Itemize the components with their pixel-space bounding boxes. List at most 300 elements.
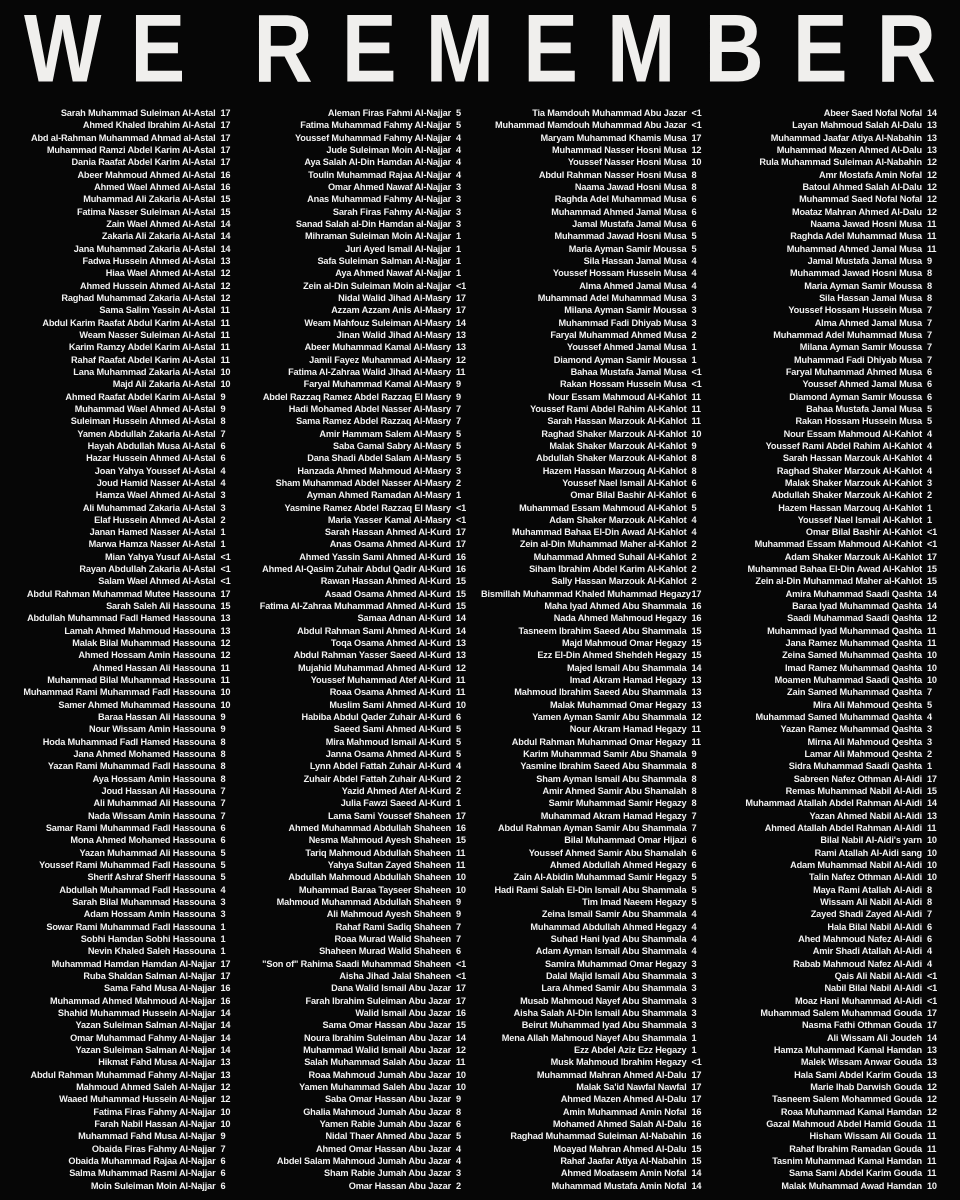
person-name: Raghda Adel Muhammad Musa [790, 231, 922, 242]
person-name: Sham Muhammad Abdel Nasser Al-Masry [275, 477, 451, 488]
person-name: Rahaf Ibrahim Ramadan Gouda [789, 1143, 922, 1154]
person-name: Batoul Ahmed Salah Al-Dalu [802, 181, 922, 192]
person-name: Moataz Mahran Ahmed Al-Dalu [791, 206, 922, 217]
person-name: Azzam Azzam Anis Al-Masry [331, 305, 451, 316]
person-age: 4 [927, 465, 932, 476]
person-name: Yazan Suleiman Salman Al-Najjar [75, 1020, 216, 1031]
person-name: Sham Rabie Jumah Abu Jazar [324, 1168, 451, 1179]
memorial-entry [10, 144, 240, 156]
person-name: Hazem Hassan Marzouq Al-Kahlot [542, 465, 687, 476]
person-name: Nour Essam Mahmoud Al-Kahlot [783, 428, 922, 439]
memorial-entry [717, 908, 947, 920]
memorial-entry [717, 206, 947, 218]
person-name: Salah Muhammad Salah Abu Jazar [304, 1057, 451, 1068]
memorial-entry [717, 699, 947, 711]
memorial-entry [481, 267, 711, 279]
memorial-entry [10, 1143, 240, 1155]
person-age: 12 [927, 1081, 937, 1092]
name-column-1 [10, 107, 240, 1192]
person-age: 4 [456, 144, 461, 155]
memorial-entry [10, 1093, 240, 1105]
person-age: 5 [456, 749, 461, 760]
memorial-entry [717, 107, 947, 119]
memorial-entry [481, 711, 711, 723]
person-name: Abdel Salam Mahmoud Jumah Abu Jazar [276, 1155, 451, 1166]
person-name: Raghad Muhammad Zakaria Al-Astal [61, 292, 216, 303]
person-name: Hamza Wael Ahmed Al-Astal [95, 490, 216, 501]
person-name: Amira Muhammad Saadi Qashta [785, 588, 922, 599]
person-name: Muhammad Atallah Abdel Rahman Al-Aidi [745, 798, 922, 809]
person-age: 8 [220, 416, 226, 427]
person-age: 10 [691, 428, 702, 439]
person-name: Yazan Muhammad Ali Hassouna [79, 847, 216, 858]
person-name: Adam Muhammad Nabil Al-Aidi [790, 860, 922, 871]
person-name: Maria Ayman Samir Moussa [804, 280, 922, 291]
person-age: 11 [927, 638, 937, 649]
memorial-entry [481, 329, 711, 341]
person-age: 13 [220, 625, 231, 636]
person-age: 1 [691, 1044, 697, 1055]
person-name: Salma Muhammad Rasmi Al-Najjar [69, 1168, 216, 1179]
memorial-entry [481, 649, 711, 661]
memorial-entry [481, 193, 711, 205]
person-age: <1 [691, 379, 702, 390]
memorial-entry [481, 378, 711, 390]
memorial-entry [717, 662, 947, 674]
person-name: Muhammad Adel Muhammad Musa [537, 292, 687, 303]
person-age: 5 [456, 1131, 461, 1142]
person-name: Nour Wissam Amin Hassouna [88, 724, 216, 735]
person-age: 8 [691, 786, 697, 797]
person-age: 13 [220, 1057, 231, 1068]
person-age: 6 [456, 946, 461, 957]
person-name: Abd al-Rahman Muhammad Ahmad al-Astal [30, 132, 216, 143]
person-age: 16 [691, 613, 702, 624]
person-age: 7 [691, 810, 697, 821]
memorial-entry [10, 1155, 240, 1167]
person-age: 3 [691, 958, 697, 969]
person-name: Rabab Mahmoud Nafez Al-Aidi [793, 958, 922, 969]
memorial-entry [717, 329, 947, 341]
person-age: 13 [927, 1057, 937, 1068]
memorial-entry [481, 526, 711, 538]
memorial-entry [10, 834, 240, 846]
person-name: Yamen Rabie Jumah Abu Jazar [319, 1118, 451, 1129]
person-name: Faryal Muhammad Kamal Al-Masry [303, 379, 451, 390]
person-age: 4 [456, 157, 461, 168]
memorial-entry [246, 514, 476, 526]
memorial-entry [481, 674, 711, 686]
memorial-entry [10, 169, 240, 181]
memorial-entry [481, 156, 711, 168]
memorial-entry [481, 1093, 711, 1105]
person-name: Zuhair Abdel Fattah Zuhair Al-Kurd [303, 773, 451, 784]
person-age: 4 [691, 909, 697, 920]
memorial-entry [246, 378, 476, 390]
memorial-entry [10, 810, 240, 822]
person-name: Youssef Rami Abdel Rahim Al-Kahlot [530, 403, 687, 414]
person-age: 3 [456, 206, 461, 217]
person-age: 9 [456, 379, 461, 390]
person-age: 11 [220, 305, 230, 316]
memorial-entry [481, 292, 711, 304]
memorial-entry [717, 1007, 947, 1019]
person-name: Abeer Saed Nofal Nofal [823, 108, 922, 118]
person-age: <1 [220, 564, 231, 575]
person-age: 14 [927, 601, 937, 612]
person-name: Mena Allah Mahmoud Nayef Abu Shammala [501, 1032, 687, 1043]
person-age: 14 [220, 1020, 231, 1031]
person-age: 15 [456, 576, 466, 587]
person-age: 13 [927, 810, 937, 821]
person-age: 11 [456, 1057, 466, 1068]
person-name: Bismillah Muhammad Khaled Muhammad Hegazy [481, 588, 691, 599]
person-name: Suhad Hani Iyad Abu Shammala [550, 933, 687, 944]
memorial-entry [717, 440, 947, 452]
person-age: 11 [927, 1155, 937, 1166]
person-age: 12 [220, 292, 231, 303]
memorial-entry [481, 773, 711, 785]
memorial-entry [10, 317, 240, 329]
person-name: Obaida Muhammad Rajaa Al-Najjar [68, 1155, 216, 1166]
person-age: 2 [456, 786, 461, 797]
person-name: Abdullah Shaker Marzouk Al-Kahlot [536, 453, 687, 464]
memorial-entry [10, 871, 240, 883]
memorial-entry [717, 341, 947, 353]
person-name: Omar Muhammad Fahmy Al-Najjar [70, 1032, 216, 1043]
person-name: Moin Suleiman Moin Al-Najjar [90, 1180, 216, 1191]
person-name: Abdullah Shaker Marzouk Al-Kahlot [771, 490, 922, 501]
person-age: 17 [456, 527, 466, 538]
person-age: 10 [220, 366, 231, 377]
person-name: Alma Ahmed Jamal Musa [814, 317, 922, 328]
person-name: Samer Ahmed Muhammad Hassouna [58, 699, 216, 710]
person-name: Ahmed Mazen Ahmed Al-Dalu [560, 1094, 687, 1105]
person-age: 4 [691, 255, 697, 266]
person-age: 4 [927, 453, 932, 464]
person-name: Dalal Majid Ismail Abu Shammala [545, 970, 687, 981]
person-name: Sham Ayman Ismail Abu Shammala [536, 773, 687, 784]
person-name: Muhammad Rami Muhammad Fadl Hassouna [23, 687, 216, 698]
person-name: Rawan Hassan Ahmed Al-Kurd [320, 576, 451, 587]
person-age: 3 [220, 897, 226, 907]
memorial-entry [717, 1106, 947, 1118]
memorial-entry [717, 847, 947, 859]
person-age: 8 [691, 181, 697, 192]
person-name: Hoda Muhammad Fadl Hamed Hassouna [42, 736, 216, 747]
person-age: 2 [691, 329, 697, 340]
person-name: Sidra Muhammad Saadi Qashta [788, 761, 922, 772]
person-name: Raghad Shaker Marzouk Al-Kahlot [541, 428, 687, 439]
person-age: 7 [927, 342, 932, 353]
memorial-entry [10, 440, 240, 452]
person-name: Muhammad Hamdan Hamdan Al-Najjar [51, 958, 216, 969]
memorial-entry [246, 1180, 476, 1192]
person-age: 4 [456, 1143, 461, 1154]
memorial-entry [717, 674, 947, 686]
person-age: 10 [220, 687, 231, 698]
person-name: Muhammad Walid Ismail Abu Jazar [303, 1044, 451, 1055]
person-age: 9 [220, 1131, 226, 1142]
memorial-entry [481, 1019, 711, 1031]
memorial-entry [10, 686, 240, 698]
memorial-entry [10, 1081, 240, 1093]
memorial-entry [10, 908, 240, 920]
memorial-entry [246, 1155, 476, 1167]
person-age: 5 [927, 403, 932, 414]
memorial-entry [10, 723, 240, 735]
memorial-entry [481, 514, 711, 526]
person-age: 10 [927, 835, 937, 846]
person-name: Muhammad Mamdouh Muhammad Abu Jazar [495, 120, 687, 131]
person-name: Samira Muhammad Omar Hegazy [545, 958, 687, 969]
person-age: 9 [456, 1094, 461, 1105]
person-name: Youssef Nael Ismail Al-Kahlot [797, 514, 922, 525]
person-age: 5 [456, 736, 461, 747]
person-age: 4 [691, 527, 697, 538]
memorial-entry [481, 995, 711, 1007]
person-name: Zeina Samed Muhammad Qashta [782, 650, 922, 661]
person-name: Mujahid Muhammad Ahmed Al-Kurd [297, 662, 451, 673]
memorial-entry [717, 502, 947, 514]
memorial-entry [481, 736, 711, 748]
person-name: Janna Osama Ahmed Al-Kurd [325, 749, 451, 760]
memorial-entry [10, 206, 240, 218]
person-name: Diamond Ayman Samir Moussa [553, 354, 687, 365]
person-name: Amir Shadi Atallah Al-Aidi [812, 946, 922, 957]
person-age: 12 [220, 280, 231, 291]
person-age: 4 [927, 440, 932, 451]
memorial-entry [10, 477, 240, 489]
memorial-entry [10, 329, 240, 341]
memorial-entry [246, 871, 476, 883]
person-name: Sobhi Hamdan Sobhi Hassouna [80, 933, 216, 944]
person-name: Muhammad Jawad Hosni Musa [554, 231, 687, 242]
person-age: 4 [456, 1155, 461, 1166]
person-age: <1 [927, 983, 938, 994]
person-name: Hisham Wissam Ali Gouda [809, 1131, 922, 1142]
person-age: 2 [456, 773, 461, 784]
person-name: Abdul Rahman Ayman Samir Abu Shammala [498, 823, 687, 834]
memorial-entry [246, 329, 476, 341]
memorial-entry [481, 822, 711, 834]
person-name: Malak Shaker Marzouk Al-Kahlot [784, 477, 922, 488]
person-name: Lara Ahmed Samir Abu Shammala [541, 983, 687, 994]
person-name: Raghad Shaker Marzouk Al-Kahlot [776, 465, 922, 476]
memorial-entry [717, 563, 947, 575]
person-age: 3 [456, 181, 461, 192]
person-name: Anas Muhammad Fahmy Al-Najjar [307, 194, 451, 205]
memorial-entry [246, 810, 476, 822]
person-age: 17 [456, 305, 466, 316]
person-age: 7 [927, 329, 932, 340]
person-age: 11 [927, 1143, 937, 1154]
person-name: Aya Salah Al-Din Hamdan Al-Najjar [304, 157, 451, 168]
person-age: 12 [927, 194, 937, 205]
person-age: 6 [220, 453, 226, 464]
person-age: <1 [456, 970, 467, 981]
person-name: Saba Omar Hassan Abu Jazar [325, 1094, 451, 1105]
person-name: Jamal Mustafa Jamal Musa [572, 218, 687, 229]
person-age: 14 [220, 218, 231, 229]
memorial-entry [481, 785, 711, 797]
memorial-entry [246, 921, 476, 933]
memorial-entry [717, 304, 947, 316]
memorial-entry [246, 206, 476, 218]
person-name: Nada Wissam Amin Hassouna [87, 810, 216, 821]
person-age: 6 [456, 712, 461, 723]
memorial-entry [10, 391, 240, 403]
person-name: Janan Hamed Nasser Al-Astal [89, 527, 216, 538]
person-name: Hazar Hussein Ahmed Al-Astal [86, 453, 216, 464]
person-name: Hiaa Wael Ahmed Al-Astal [105, 268, 216, 279]
person-name: Malak Muhammad Awad Hamdan [781, 1180, 922, 1191]
memorial-entry [481, 933, 711, 945]
person-name: Amr Mostafa Amin Nofal [818, 169, 922, 180]
memorial-entry [10, 588, 240, 600]
person-age: 17 [456, 810, 466, 821]
person-age: 15 [456, 835, 466, 846]
memorial-entry [10, 1106, 240, 1118]
person-age: 3 [456, 465, 461, 476]
memorial-entry [246, 575, 476, 587]
person-age: 4 [691, 514, 697, 525]
memorial-entry [717, 970, 947, 982]
person-name: Juri Ayed Ismail Al-Najjar [345, 243, 451, 254]
person-name: Saadi Muhammad Saadi Qashta [787, 613, 922, 624]
memorial-entry [246, 415, 476, 427]
person-name: Muhammad Essam Mahmoud Al-Kahlot [754, 539, 922, 550]
person-age: 5 [927, 699, 932, 710]
person-age: 12 [456, 354, 466, 365]
person-name: Mihraman Suleiman Moin Al-Najjar [305, 231, 451, 242]
memorial-entry [246, 797, 476, 809]
person-name: Muhammad Nasser Hosni Musa [552, 144, 687, 155]
memorial-entry [481, 1155, 711, 1167]
memorial-entry [246, 193, 476, 205]
person-age: 14 [220, 1032, 231, 1043]
person-age: 16 [691, 1118, 702, 1129]
person-name: Abdullah Muhammad Fadl Hamed Hassouna [27, 613, 216, 624]
memorial-entry [246, 132, 476, 144]
person-age: 9 [220, 403, 226, 414]
person-age: 8 [691, 798, 697, 809]
person-age: 14 [220, 231, 231, 242]
person-name: Ahed Mahmoud Nafez Al-Aidi [798, 933, 922, 944]
memorial-entry [481, 637, 711, 649]
person-name: Hayah Abdullah Musa Al-Astal [87, 440, 216, 451]
memorial-entry [717, 810, 947, 822]
person-name: Maria Yasser Kamal Al-Masry [327, 514, 451, 525]
person-age: 7 [456, 416, 461, 427]
memorial-entry [10, 378, 240, 390]
person-age: 6 [456, 1118, 461, 1129]
person-age: <1 [456, 958, 467, 969]
person-name: Sarah Saleh Ali Hassouna [106, 601, 216, 612]
person-age: 1 [691, 354, 697, 365]
memorial-entry [10, 625, 240, 637]
person-name: Yahya Sultan Zayed Shaheen [327, 860, 451, 871]
memorial-entry [717, 132, 947, 144]
memorial-entry [717, 1032, 947, 1044]
person-age: 1 [456, 243, 461, 254]
person-name: Sherif Ashraf Sherif Hassouna [87, 872, 216, 883]
title-letter: E [792, 0, 848, 103]
memorial-entry [717, 1019, 947, 1031]
person-age: 5 [691, 897, 697, 907]
memorial-entry [481, 119, 711, 131]
memorial-entry [717, 1081, 947, 1093]
person-name: Mira Ali Mahmoud Qeshta [812, 699, 922, 710]
person-name: Ahmed Abdullah Ahmed Hegazy [549, 860, 687, 871]
person-age: 15 [927, 564, 937, 575]
person-age: 11 [456, 847, 466, 858]
memorial-entry [481, 206, 711, 218]
person-name: Youssef Muhammad Atef Al-Kurd [310, 675, 451, 686]
memorial-entry [717, 1130, 947, 1142]
memorial-entry [10, 822, 240, 834]
person-age: 3 [691, 983, 697, 994]
person-age: 9 [456, 897, 461, 907]
person-name: Zakaria Ali Zakaria Al-Astal [101, 231, 216, 242]
memorial-entry [246, 982, 476, 994]
person-age: 13 [691, 699, 702, 710]
person-name: Muhammad Mazen Ahmed Al-Dalu [776, 144, 922, 155]
memorial-entry [481, 489, 711, 501]
person-age: 4 [927, 958, 932, 969]
person-name: Abeer Mahmoud Ahmed Al-Astal [77, 169, 216, 180]
person-age: 11 [691, 736, 701, 747]
person-name: Muhammad Saed Nofal Nofal [799, 194, 922, 205]
memorial-entry [246, 1118, 476, 1130]
person-age: 6 [691, 847, 697, 858]
person-name: Zain Samed Muhammad Qashta [787, 687, 922, 698]
memorial-entry [481, 144, 711, 156]
person-age: 11 [220, 662, 230, 673]
person-name: Youssef Muhammad Fahmy Al-Najjar [294, 132, 451, 143]
memorial-entry [481, 871, 711, 883]
person-age: 17 [456, 995, 466, 1006]
memorial-entry [10, 428, 240, 440]
memorial-entry [717, 612, 947, 624]
person-age: 11 [220, 329, 230, 340]
person-name: Fadwa Hussein Ahmed Al-Astal [82, 255, 216, 266]
person-age: 12 [691, 144, 702, 155]
person-name: Tia Mamdouh Muhammad Abu Jazar [532, 108, 687, 118]
person-age: 14 [927, 108, 937, 118]
memorial-entry [246, 958, 476, 970]
person-name: Yamen Muhammad Saleh Abu Jazar [299, 1081, 451, 1092]
person-name: Maria Ayman Samir Moussa [568, 243, 687, 254]
person-age: <1 [456, 502, 467, 513]
person-name: Sama Ramez Abdel Razzaq Al-Masry [296, 416, 451, 427]
person-age: 16 [456, 823, 466, 834]
memorial-entry [246, 834, 476, 846]
person-name: Saeed Sami Ahmed Al-Kurd [333, 724, 451, 735]
person-age: 11 [927, 823, 937, 834]
person-name: Muhammad Ahmed Mahmoud Al-Najjar [49, 995, 216, 1006]
memorial-entry [246, 723, 476, 735]
memorial-entry [481, 612, 711, 624]
person-age: 1 [220, 527, 226, 538]
person-age: 6 [220, 1168, 226, 1179]
memorial-entry [246, 243, 476, 255]
person-name: Abdul Rahman Nasser Hosni Musa [538, 169, 687, 180]
person-name: Weam Nasser Suleiman Al-Astal [79, 329, 216, 340]
person-name: Hanzada Ahmed Mahmoud Al-Masry [297, 465, 451, 476]
memorial-entry [246, 859, 476, 871]
person-age: 3 [456, 1168, 461, 1179]
